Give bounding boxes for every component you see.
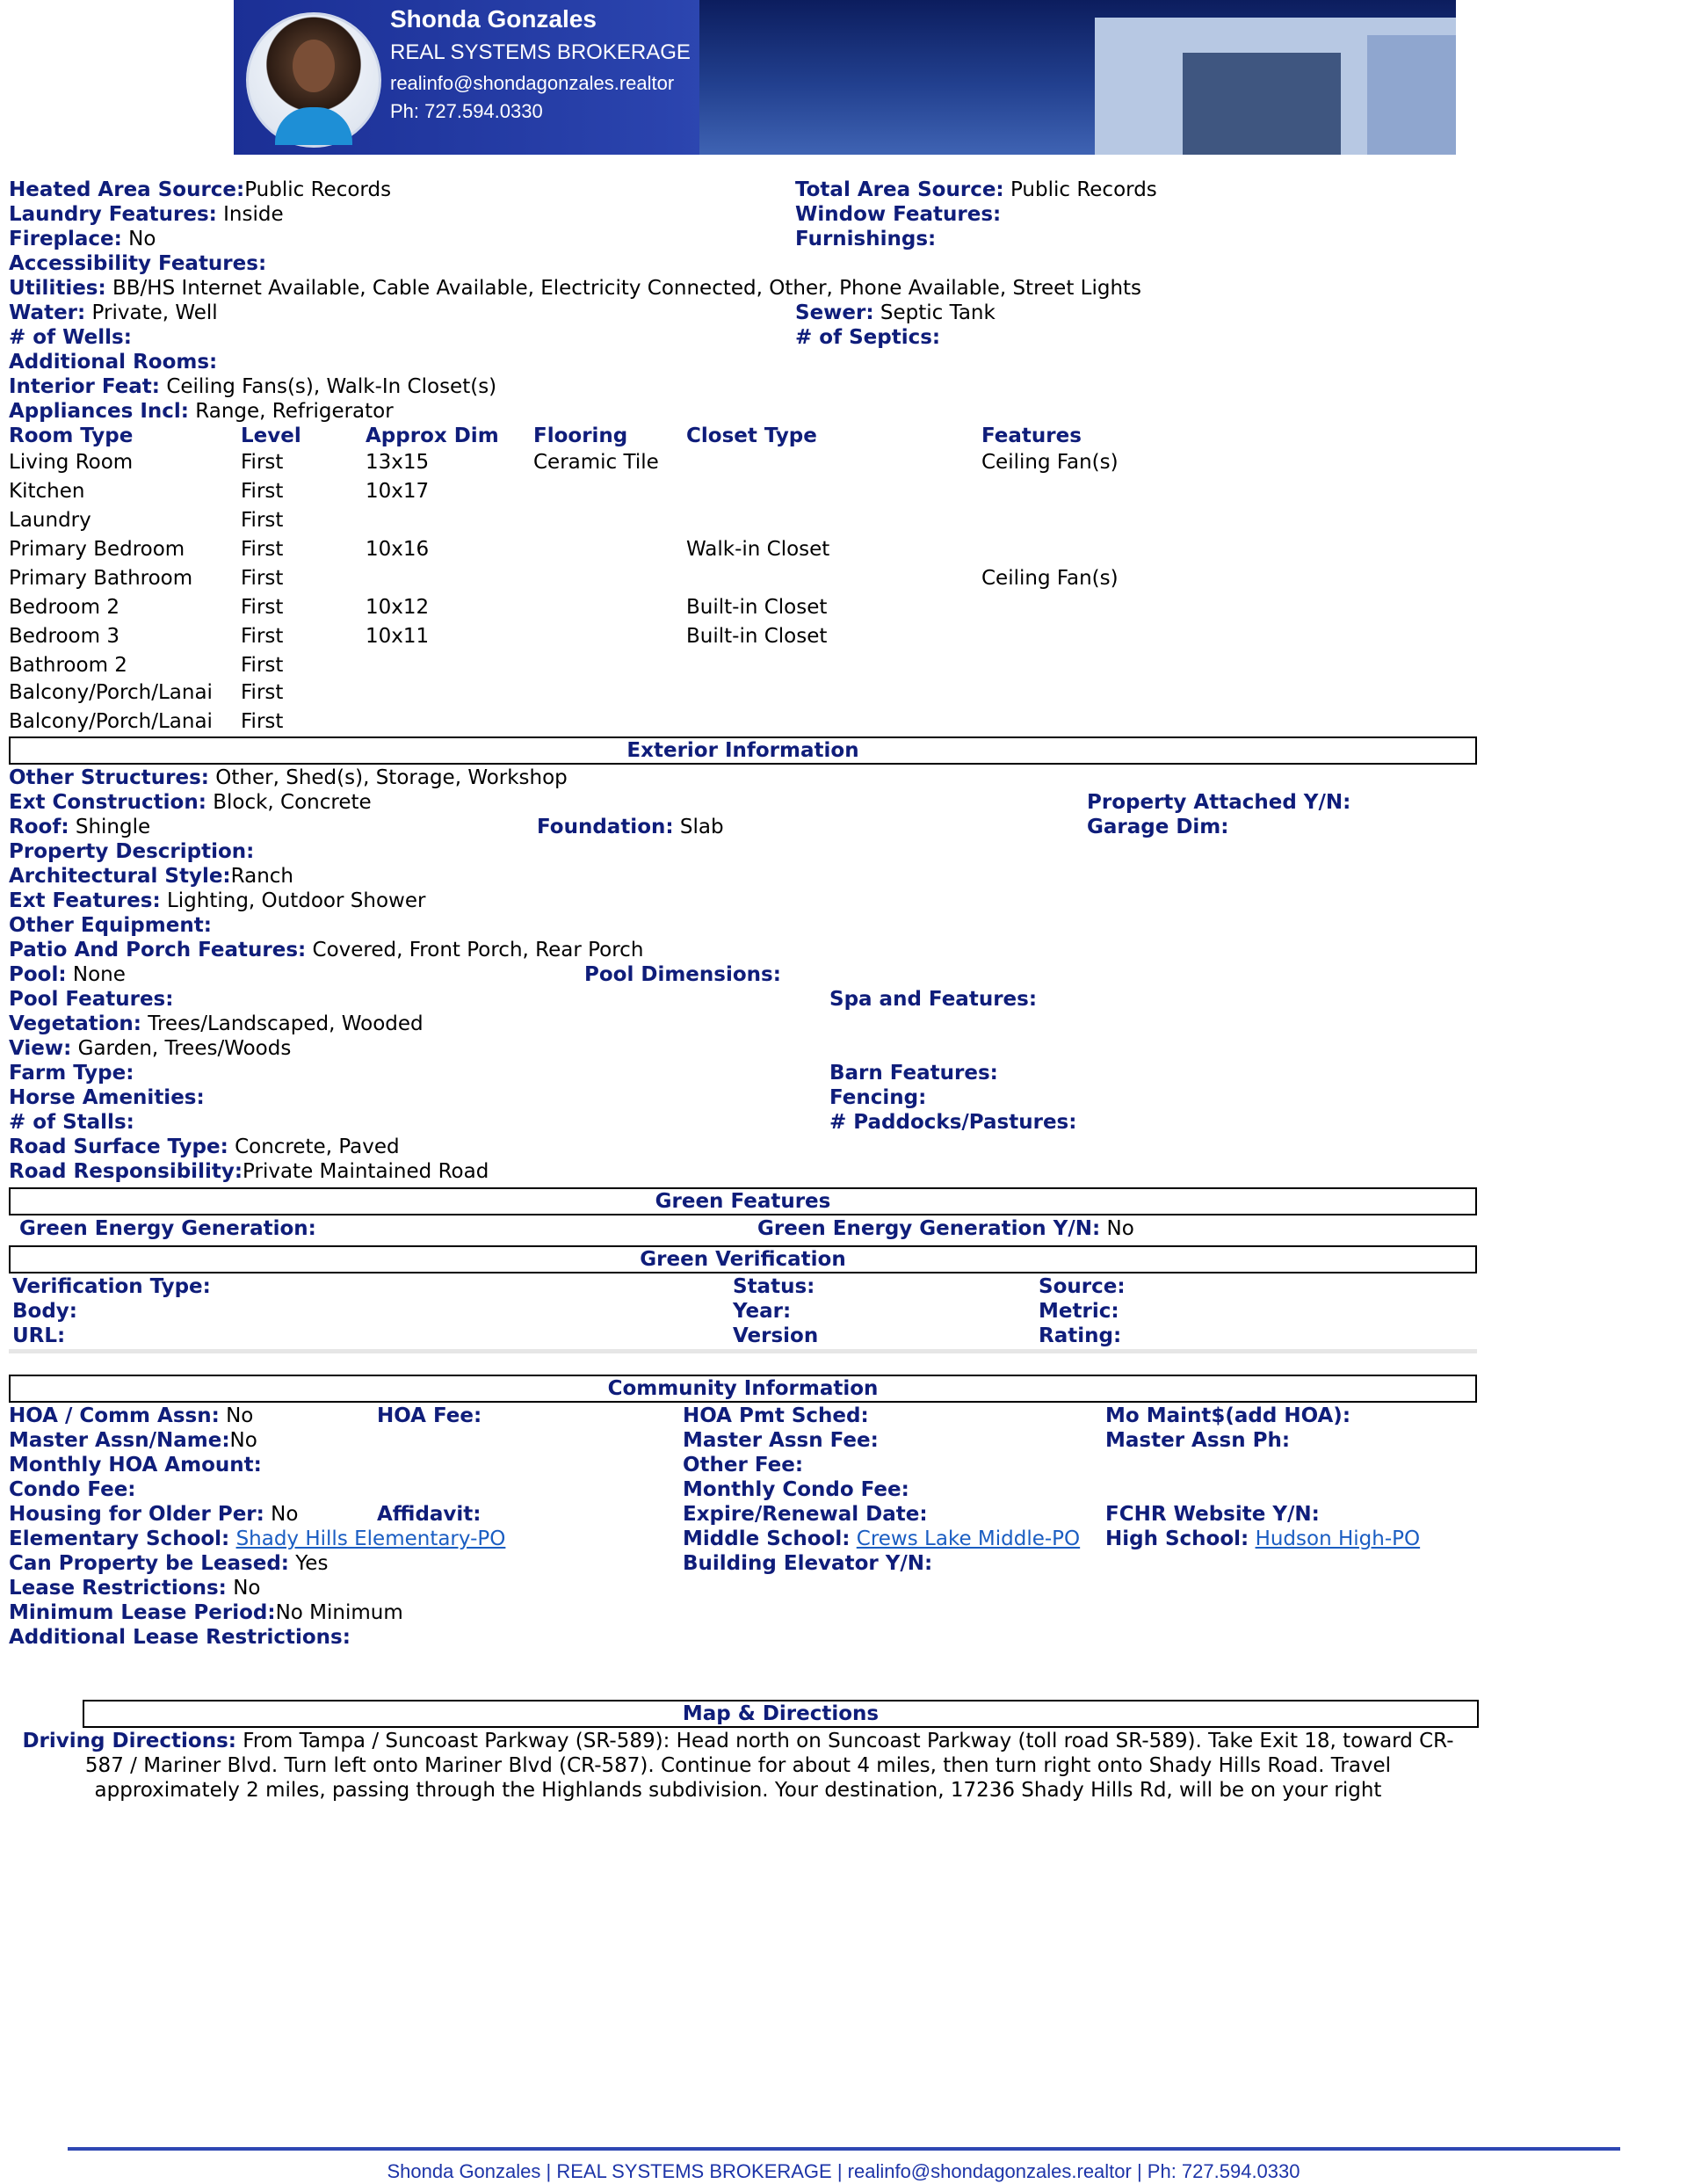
field-value: Septic Tank [880,301,996,324]
field-garage-dim [1087,815,1228,839]
middle-school-link[interactable]: Crews Lake Middle-PO [856,1527,1081,1550]
room-cell-room-type: Bedroom 3 [9,625,119,648]
field-label: Spa and Features: [829,988,1038,1011]
field-label: Green Energy Generation: [19,1217,316,1240]
field-value: Public Records [244,178,392,201]
field-add-lease [9,1625,351,1650]
field-url [12,1324,65,1348]
field-hoa [9,1404,253,1428]
field-value: No [233,1577,261,1600]
field-label: Garage Dim: [1087,816,1229,838]
section-bar-green-verification: Green Verification [9,1245,1477,1273]
field-label: Roof: [9,816,69,838]
field-septics [795,325,940,350]
field-label: Laundry Features: [9,203,217,226]
field-rating [1039,1324,1121,1348]
agent-email: realinfo@shondagonzales.realtor [390,72,675,94]
field-label: HOA Pmt Sched: [683,1404,869,1427]
room-cell-features: Ceiling Fan(s) [981,451,1119,474]
divider [9,1349,1477,1353]
room-cell-flooring: Ceramic Tile [533,451,659,474]
field-utilities [9,276,1141,301]
field-master-assn [9,1428,257,1453]
field-label: Other Equipment: [9,914,212,937]
rooms-header-flooring: Flooring [533,424,628,447]
agent-avatar [246,12,381,148]
field-property-description [9,839,254,864]
room-cell-closet-type: Built-in Closet [686,596,828,619]
field-accessibility [9,251,266,276]
field-road-surface [9,1135,400,1159]
room-cell-level: First [241,654,284,677]
field-vegetation [9,1012,424,1036]
room-cell-room-type: Kitchen [9,480,85,503]
room-cell-level: First [241,509,284,532]
field-label: Housing for Older Per: [9,1503,264,1526]
field-wells [9,325,132,350]
field-label: Fencing: [829,1086,927,1109]
rooms-header-closet-type: Closet Type [686,424,817,447]
field-label: Property Attached Y/N: [1087,791,1351,814]
section-bar-community: Community Information [9,1375,1477,1403]
field-label: Window Features: [795,203,1002,226]
field-value: BB/HS Internet Available, Cable Available, Electricity Connected, Other, Phone Available, Street Lights [112,277,1142,300]
field-pool-features [9,987,173,1012]
field-label: # of Stalls: [9,1111,134,1134]
field-label: # Paddocks/Pastures: [829,1111,1077,1134]
field-body [12,1299,77,1324]
field-label: Vegetation: [9,1012,141,1035]
driving-directions-line1 [9,1729,1467,1753]
field-value: Inside [223,203,284,226]
field-additional-rooms [9,350,217,374]
field-laundry [9,202,284,227]
field-green-generation-yn [757,1216,1134,1241]
field-value: No [271,1503,299,1526]
field-value: Private, Well [91,301,218,324]
field-stalls [9,1110,134,1135]
field-label: FCHR Website Y/N: [1105,1503,1320,1526]
field-label: Minimum Lease Period: [9,1601,276,1624]
field-label: Monthly HOA Amount: [9,1454,262,1477]
field-label: Monthly Condo Fee: [683,1478,909,1501]
footer-contact: Shonda Gonzales | REAL SYSTEMS BROKERAGE | realinfo@shondagonzales.realtor | Ph: 727.594.0330 [387,2160,1300,2182]
room-cell-approx-dim: 10x16 [366,538,430,561]
field-other-fee [683,1453,803,1477]
field-roof [9,815,150,839]
room-cell-room-type: Living Room [9,451,134,474]
field-value: Trees/Landscaped, Wooded [148,1012,424,1035]
field-value: Lighting, Outdoor Shower [166,889,426,912]
field-monthly-hoa [9,1453,262,1477]
room-cell-room-type: Primary Bedroom [9,538,185,561]
field-value: No Minimum [275,1601,403,1624]
field-label: Ext Features: [9,889,161,912]
field-master-ph [1105,1428,1290,1453]
field-status [733,1274,815,1299]
room-cell-closet-type: Walk-in Closet [686,538,830,561]
elementary-school-link[interactable]: Shady Hills Elementary-PO [235,1527,506,1550]
field-label: Total Area Source: [795,178,1004,201]
field-label: View: [9,1037,72,1060]
room-cell-level: First [241,710,284,733]
field-foundation [537,815,724,839]
field-value: None [72,963,126,986]
room-cell-level: First [241,596,284,619]
room-cell-level: First [241,625,284,648]
field-view [9,1036,291,1061]
field-hoa-fee [377,1404,481,1428]
field-value: From Tampa / Suncoast Parkway (SR-589): Head north on Suncoast Parkway (toll road SR-589). Take Exit 18, toward CR- [243,1730,1454,1752]
section-bar-map: Map & Directions [83,1700,1479,1728]
field-barn [829,1061,998,1085]
field-patio [9,938,643,962]
room-cell-features: Ceiling Fan(s) [981,567,1119,590]
field-value: Block, Concrete [213,791,372,814]
field-sewer [795,301,996,325]
field-value: Yes [295,1552,329,1575]
field-fchr [1105,1502,1320,1527]
field-label: Fireplace: [9,228,122,250]
field-ext-construction [9,790,372,815]
banner-building-side [1367,35,1456,155]
field-pool-dim [584,962,781,987]
room-cell-room-type: Bathroom 2 [9,654,127,677]
field-label: Property Description: [9,840,255,863]
room-cell-approx-dim: 10x17 [366,480,430,503]
field-pool [9,962,126,987]
field-value: Ceiling Fans(s), Walk-In Closet(s) [166,375,497,398]
field-arch-style [9,864,293,889]
field-road-resp [9,1159,489,1184]
field-appliances [9,399,394,424]
field-label: Building Elevator Y/N: [683,1552,933,1575]
field-label: Can Property be Leased: [9,1552,289,1575]
field-label: Accessibility Features: [9,252,267,275]
agent-banner [234,0,1456,155]
field-label: Other Structures: [9,766,209,789]
field-value: Shingle [75,816,151,838]
field-label: Additional Lease Restrictions: [9,1626,351,1649]
field-label: Foundation: [537,816,674,838]
footer-divider [68,2147,1620,2151]
field-label: High School: [1105,1527,1249,1550]
field-label: Farm Type: [9,1062,134,1085]
field-label: # of Septics: [795,326,941,349]
field-label: Road Responsibility: [9,1160,243,1183]
field-spa [829,987,1037,1012]
field-value: No [229,1429,257,1452]
field-other-structures [9,765,568,790]
field-value: No [128,228,156,250]
agent-brokerage: REAL SYSTEMS BROKERAGE [390,40,691,64]
field-label: HOA / Comm Assn: [9,1404,220,1427]
field-label: Patio And Porch Features: [9,939,307,961]
field-label: Sewer: [795,301,874,324]
field-label: Horse Amenities: [9,1086,205,1109]
field-label: Master Assn/Name: [9,1429,230,1452]
field-value: Slab [679,816,724,838]
field-label: Master Assn Fee: [683,1429,879,1452]
field-label: # of Wells: [9,326,132,349]
room-cell-room-type: Laundry [9,509,91,532]
room-cell-room-type: Balcony/Porch/Lanai [9,710,213,733]
avatar-face [293,40,335,92]
field-leased [9,1551,328,1576]
field-value: No [226,1404,254,1427]
field-label: Interior Feat: [9,375,160,398]
field-label: Expire/Renewal Date: [683,1503,928,1526]
field-label: Other Fee: [683,1454,804,1477]
rooms-header-level: Level [241,424,301,447]
field-label: Ext Construction: [9,791,206,814]
field-label: Pool: [9,963,67,986]
field-fireplace [9,227,156,251]
field-condo-fee [9,1477,136,1502]
field-value: Ranch [230,865,293,888]
field-total-area-source [795,178,1157,202]
field-label: Lease Restrictions: [9,1577,227,1600]
field-middle [683,1527,1080,1551]
field-label: Pool Features: [9,988,174,1011]
room-cell-approx-dim: 10x11 [366,625,430,648]
field-value: Garden, Trees/Woods [77,1037,292,1060]
field-label: Year: [733,1300,792,1323]
field-label: Utilities: [9,277,106,300]
field-water [9,301,218,325]
section-bar-exterior: Exterior Information [9,736,1477,765]
section-bar-green-features: Green Features [9,1187,1477,1215]
room-cell-approx-dim: 13x15 [366,451,430,474]
rooms-header-features: Features [981,424,1082,447]
agent-phone: Ph: 727.594.0330 [390,100,543,122]
field-lease-restr [9,1576,260,1600]
field-green-generation [19,1216,316,1241]
room-cell-level: First [241,681,284,704]
field-label: Road Surface Type: [9,1136,228,1158]
room-cell-room-type: Bedroom 2 [9,596,119,619]
field-elementary [9,1527,505,1551]
field-master-fee [683,1428,879,1453]
field-label: Green Energy Generation Y/N: [757,1217,1101,1240]
room-cell-approx-dim: 10x12 [366,596,430,619]
field-label: Body: [12,1300,77,1323]
field-value: No [1106,1217,1134,1240]
field-property-attached [1087,790,1350,815]
rooms-header-approx-dim: Approx Dim [366,424,499,447]
field-min-lease [9,1600,403,1625]
field-label: Source: [1039,1275,1126,1298]
field-affidavit [377,1502,481,1527]
room-cell-level: First [241,567,284,590]
field-label: Master Assn Ph: [1105,1429,1291,1452]
field-high [1105,1527,1420,1551]
field-label: Additional Rooms: [9,351,218,374]
field-source [1039,1274,1126,1299]
field-label: Metric: [1039,1300,1119,1323]
field-furnishings [795,227,936,251]
field-value: Covered, Front Porch, Rear Porch [312,939,644,961]
field-window [795,202,1001,227]
field-label: Version [733,1324,819,1347]
field-value: Other, Shed(s), Storage, Workshop [215,766,568,789]
field-year [733,1299,791,1324]
field-label: Status: [733,1275,815,1298]
field-label: Mo Maint$(add HOA): [1105,1404,1351,1427]
field-elevator [683,1551,932,1576]
field-label: Heated Area Source: [9,178,245,201]
field-label: Architectural Style: [9,865,231,888]
banner-building-window [1183,53,1341,155]
field-label: Verification Type: [12,1275,211,1298]
field-label: Appliances Incl: [9,400,189,423]
room-cell-room-type: Balcony/Porch/Lanai [9,681,213,704]
field-mo-maint [1105,1404,1350,1428]
field-value: Public Records [1010,178,1157,201]
field-label: Elementary School: [9,1527,230,1550]
rooms-header-room-type: Room Type [9,424,134,447]
field-label: Condo Fee: [9,1478,136,1501]
field-value: Range, Refrigerator [195,400,394,423]
field-version [733,1324,818,1348]
field-horse [9,1085,205,1110]
field-verification-type [12,1274,211,1299]
field-ext-features [9,889,425,913]
field-monthly-condo [683,1477,909,1502]
avatar-shirt [275,107,352,145]
field-value: Concrete, Paved [235,1136,400,1158]
field-fencing [829,1085,926,1110]
driving-directions-line2: 587 / Mariner Blvd. Turn left onto Mariner Blvd (CR-587). Continue for about 4 miles, then turn right onto Shady Hills Road. Travel [84,1754,1392,1777]
field-expire [683,1502,928,1527]
field-paddocks [829,1110,1076,1135]
field-hoa-pmt [683,1404,869,1428]
field-interior-feat [9,374,496,399]
room-cell-closet-type: Built-in Closet [686,625,828,648]
driving-directions-line3: approximately 2 miles, passing through the Highlands subdivision. Your destination, 17236 Shady Hills Rd, will be on your right [94,1779,1382,1802]
room-cell-level: First [241,451,284,474]
field-label: URL: [12,1324,66,1347]
agent-name: Shonda Gonzales [390,5,597,33]
room-cell-room-type: Primary Bathroom [9,567,193,590]
field-older [9,1502,298,1527]
field-label: Barn Features: [829,1062,998,1085]
field-label: Furnishings: [795,228,937,250]
field-label: HOA Fee: [377,1404,482,1427]
field-heated-area-source [9,178,391,202]
field-metric [1039,1299,1119,1324]
high-school-link[interactable]: Hudson High-PO [1255,1527,1421,1550]
field-value: Private Maintained Road [243,1160,489,1183]
field-label: Affidavit: [377,1503,481,1526]
field-label: Rating: [1039,1324,1122,1347]
field-other-equipment [9,913,212,938]
field-farm-type [9,1061,134,1085]
room-cell-level: First [241,480,284,503]
field-label: Pool Dimensions: [584,963,781,986]
field-label: Driving Directions: [22,1730,236,1752]
field-label: Middle School: [683,1527,851,1550]
room-cell-level: First [241,538,284,561]
field-label: Water: [9,301,86,324]
